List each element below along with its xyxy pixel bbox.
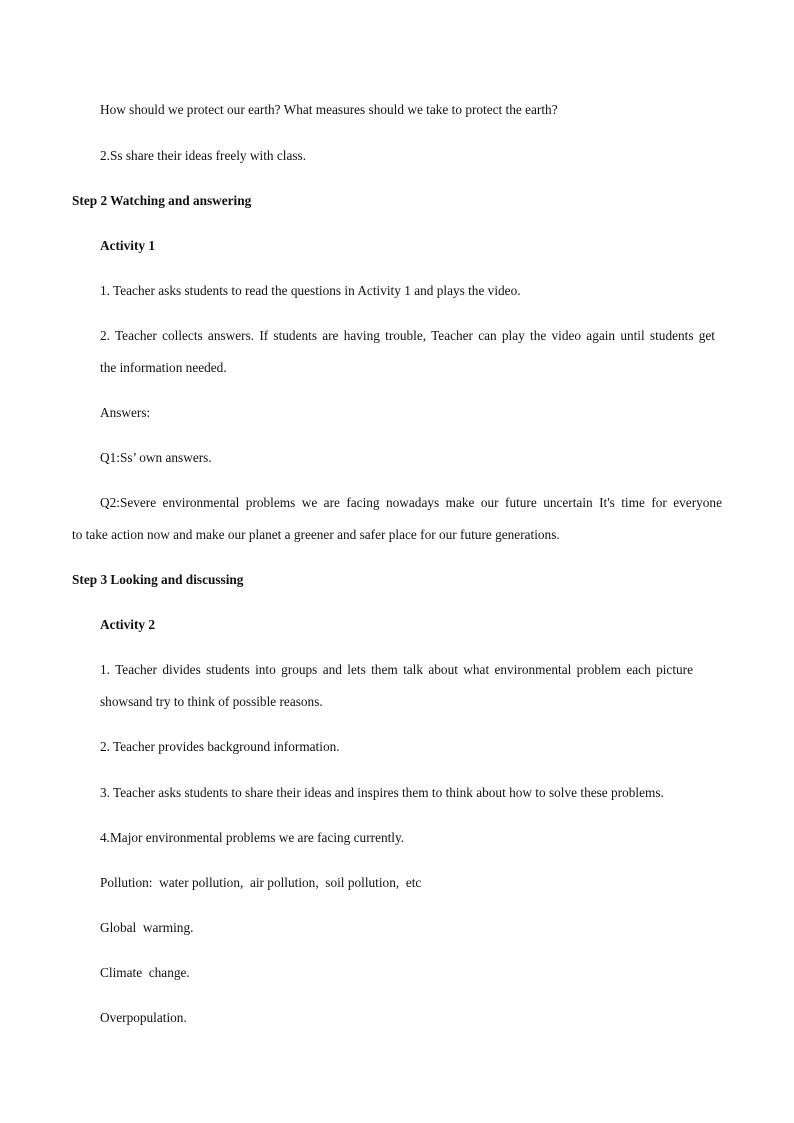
activity2-item-1-line-2: showsand try to think of possible reasons. [100,694,323,709]
answers-label: Answers: [100,405,151,420]
step2-heading: Step 2 Watching and answering [72,193,252,208]
activity1-item-2-line-2: the information needed. [100,360,227,375]
activity2-heading: Activity 2 [100,617,156,632]
activity1-heading: Activity 1 [100,238,156,253]
activity2-item-3: 3. Teacher asks students to share their ideas and inspires them to think about how to solve these problems. [100,785,664,800]
share-ideas-line: 2.Ss share their ideas freely with class. [100,148,307,163]
activity2-item-4: 4.Major environmental problems we are facing currently. [100,830,405,845]
step3-heading: Step 3 Looking and discussing [72,572,244,587]
activity2-item-2: 2. Teacher provides background information. [100,739,340,754]
global-warming-line: Global warming. [100,920,194,935]
pollution-line: Pollution: water pollution, air pollution, soil pollution, etc [100,875,422,890]
activity1-item-2-line-1: 2. Teacher collects answers. If students are having trouble, Teacher can play the video again until students get [100,328,715,343]
answer-q2-line-1: Q2:Severe environmental problems we are facing nowadays make our future uncertain It's time for everyone [100,495,722,510]
climate-change-line: Climate change. [100,965,190,980]
intro-question: How should we protect our earth? What measures should we take to protect the earth? [100,102,558,117]
activity1-item-1: 1. Teacher asks students to read the questions in Activity 1 and plays the video. [100,283,521,298]
activity2-item-1-line-1: 1. Teacher divides students into groups and lets them talk about what environmental problem each picture [100,662,693,677]
answer-q1: Q1:Ss’ own answers. [100,450,212,465]
overpopulation-line: Overpopulation. [100,1010,187,1025]
answer-q2-line-2: to take action now and make our planet a greener and safer place for our future generations. [72,527,560,542]
